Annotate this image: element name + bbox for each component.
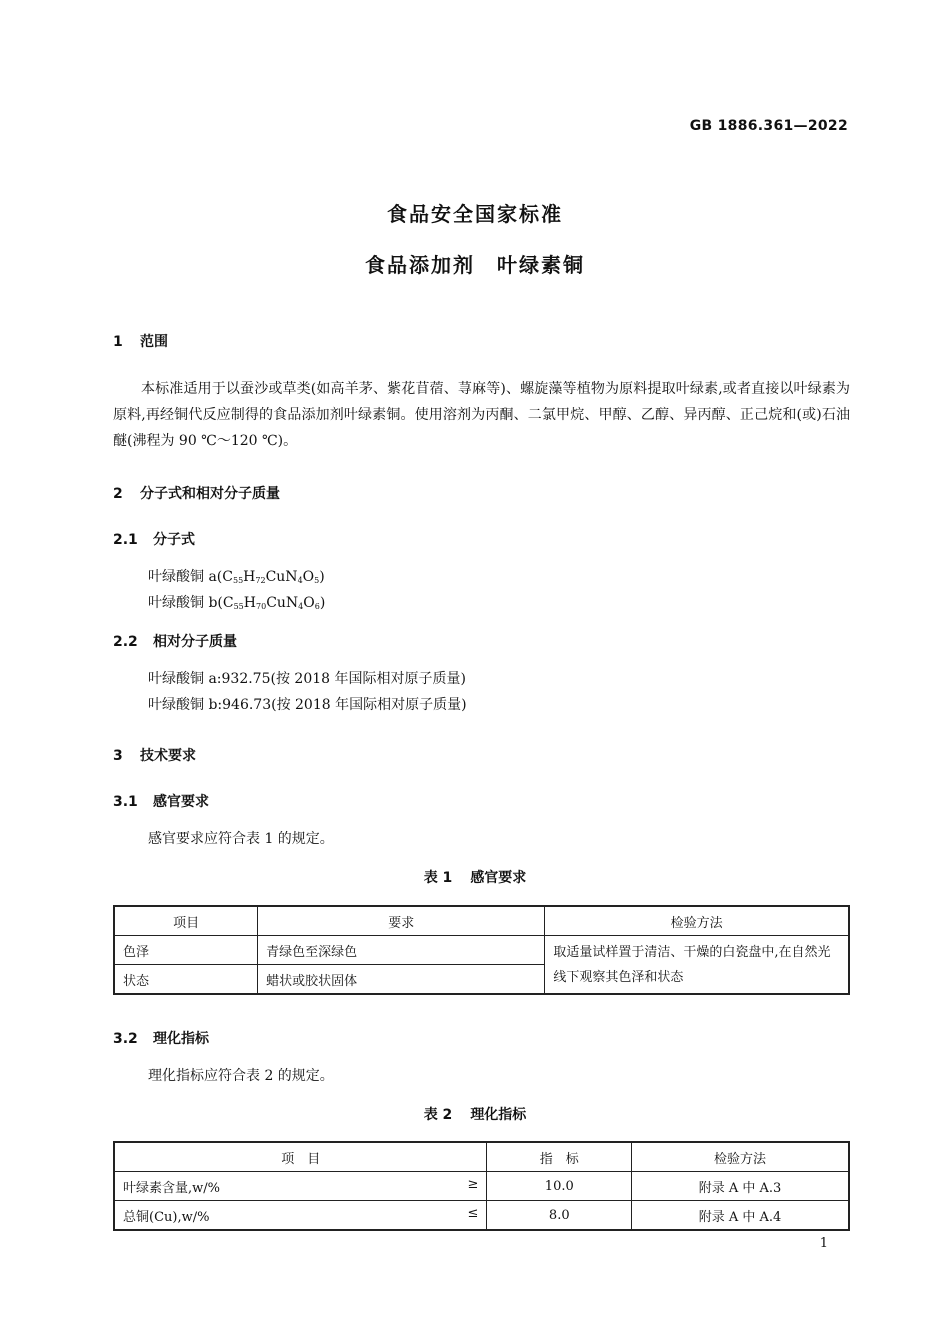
table-number: 表 1: [423, 870, 453, 886]
table-row: [114, 1201, 849, 1231]
section-3-heading: [113, 745, 196, 765]
cell-method: 取适量试样置于清洁、干燥的白瓷盘中,在自然光线下观察其色泽和状态: [545, 936, 849, 995]
document-number: GB 1886.361—2022: [689, 118, 848, 134]
formula-a: [148, 566, 325, 586]
subscript: 6: [314, 602, 320, 611]
section-number: 3.1: [113, 794, 138, 810]
comparison-symbol: ≥: [467, 1176, 479, 1192]
cell-method: 附录 A 中 A.3: [632, 1172, 849, 1201]
header-requirement: 要求: [258, 906, 545, 936]
section-number: 3: [113, 748, 123, 764]
subscript: 70: [256, 602, 267, 611]
mass-b: 叶绿酸铜 b:946.73(按 2018 年国际相对原子质量): [148, 697, 467, 713]
section-2-heading: [113, 483, 280, 503]
header-item: 项 目: [114, 1142, 487, 1172]
document-title-sub: 食品添加剂 叶绿素铜: [365, 253, 585, 277]
physicochemical-table: [113, 1141, 850, 1231]
element-cun: CuN: [266, 595, 299, 611]
section-2-2-heading: [113, 631, 237, 651]
subscript: 4: [297, 576, 303, 585]
section-title: 相对分子质量: [153, 634, 237, 650]
element-h: H: [243, 595, 256, 611]
formula-close: ): [319, 595, 326, 611]
section-2-1-heading: [113, 529, 195, 549]
section-number: 3.2: [113, 1031, 138, 1047]
section-3-1-heading: [113, 791, 209, 811]
table-2-caption: [0, 1104, 950, 1124]
cell-method: 附录 A 中 A.4: [632, 1201, 849, 1231]
section-number: 2.2: [113, 634, 138, 650]
element-h: H: [243, 569, 256, 585]
section-number: 2.1: [113, 532, 138, 548]
table-1-caption: [0, 867, 950, 887]
page-number: 1: [819, 1236, 828, 1251]
cell-value: 10.0: [487, 1172, 632, 1201]
item-label: 叶绿素含量,w/%: [123, 1180, 220, 1196]
section-title: 技术要求: [140, 748, 196, 764]
element-o: O: [302, 569, 315, 585]
element-o: O: [303, 595, 315, 611]
section-number: 1: [113, 334, 123, 350]
formula-b: [148, 592, 325, 612]
section-title: 分子式: [153, 532, 195, 548]
header-method: 检验方法: [545, 906, 849, 936]
element-cun: CuN: [265, 569, 298, 585]
section-title: 感官要求: [153, 794, 209, 810]
table-row: [114, 936, 849, 965]
cell-item: 色泽: [114, 936, 258, 965]
section-title: 理化指标: [153, 1031, 209, 1047]
subscript: 4: [298, 602, 304, 611]
formula-close: ): [319, 569, 325, 585]
header-item: 项目: [114, 906, 258, 936]
section-3-2-heading: [113, 1028, 209, 1048]
section-3-1-text: 感官要求应符合表 1 的规定。: [148, 831, 334, 847]
item-label: 总铜(Cu),w/%: [123, 1209, 210, 1225]
comparison-symbol: ≤: [467, 1205, 479, 1221]
header-method: 检验方法: [632, 1142, 849, 1172]
element-c: C: [222, 595, 234, 611]
mass-a: 叶绿酸铜 a:932.75(按 2018 年国际相对原子质量): [148, 671, 466, 687]
table-number: 表 2: [423, 1107, 453, 1123]
document-title-main: 食品安全国家标准: [387, 202, 563, 226]
cell-item: [114, 1201, 487, 1231]
scope-text: 本标准适用于以蚕沙或草类(如高羊茅、紫花苜蓿、荨麻等)、螺旋藻等植物为原料提取叶绿素,或者直接以叶绿素为原料,再经铜代反应制得的食品添加剂叶绿素铜。使用溶剂为丙酮、二氯甲烷、甲醇、乙醇、异丙醇、正己烷和(或)石油醚(沸程为 90 ℃～120 ℃)。: [113, 381, 850, 449]
header-index: 指 标: [487, 1142, 632, 1172]
cell-requirement: 青绿色至深绿色: [258, 936, 545, 965]
section-3-2-text: 理化指标应符合表 2 的规定。: [148, 1068, 334, 1084]
subscript: 72: [255, 576, 266, 585]
table-header-row: [114, 906, 849, 936]
cell-item: 状态: [114, 965, 258, 995]
sensory-requirements-table: [113, 905, 850, 995]
subscript: 55: [233, 602, 244, 611]
subscript: 55: [232, 576, 244, 585]
table-title: 感官要求: [470, 870, 527, 886]
section-title: 范围: [140, 334, 168, 350]
section-1-heading: [113, 331, 168, 351]
section-number: 2: [113, 486, 123, 502]
section-title: 分子式和相对分子质量: [140, 486, 280, 502]
section-1-paragraph: [113, 376, 850, 454]
element-c: C: [222, 569, 233, 585]
formula-name: 叶绿酸铜 a(: [148, 569, 223, 585]
table-title: 理化指标: [470, 1107, 527, 1123]
table-row: [114, 1172, 849, 1201]
cell-value: 8.0: [487, 1201, 632, 1231]
cell-requirement: 蜡状或胶状固体: [258, 965, 545, 995]
formula-name: 叶绿酸铜 b(: [148, 595, 223, 611]
subscript: 5: [314, 576, 320, 585]
cell-item: [114, 1172, 487, 1201]
table-header-row: [114, 1142, 849, 1172]
